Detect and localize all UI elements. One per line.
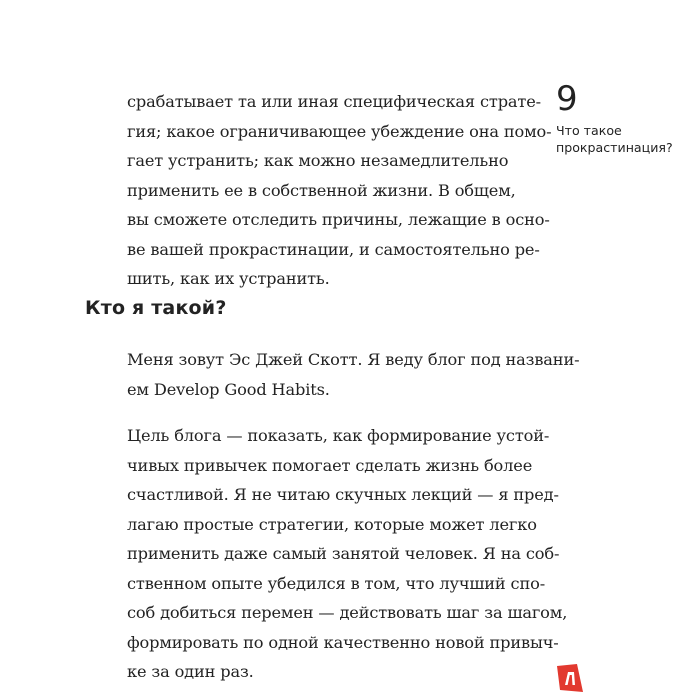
chapter-title-line: прокрастинация?	[556, 140, 673, 155]
text-line: применить ее в собственной жизни. В общем,	[127, 180, 516, 200]
chapter-number: 9	[556, 79, 578, 119]
paragraph	[127, 345, 580, 404]
text-line: чивых привычек помогает сделать жизнь более	[127, 455, 533, 475]
chapter-title-line: Что такое	[556, 123, 622, 138]
text-line: Меня зовут Эс Джей Скотт. Я веду блог под названи-	[127, 350, 580, 369]
intro-paragraph	[127, 87, 552, 294]
chapter-margin-note	[556, 80, 686, 156]
text-line: ственном опыте убедился в том, что лучший спо-	[127, 573, 546, 593]
section-body	[127, 345, 580, 687]
text-line: Цель блога — показать, как формирование устой-	[127, 426, 550, 445]
paragraph	[127, 421, 568, 687]
logo-background	[557, 664, 583, 692]
text-line: гает устранить; как можно незамедлительно	[127, 151, 509, 170]
text-line: соб добиться перемен — действовать шаг за шагом,	[127, 603, 568, 622]
text-line: ве вашей прокрастинации, и самостоятельно ре-	[127, 239, 540, 259]
text-line: гия; какое ограничивающее убеждение она помо-	[127, 121, 552, 141]
text-line: вы сможете отследить причины, лежащие в осно-	[127, 210, 550, 229]
text-line: ке за один раз.	[127, 662, 254, 681]
text-line: счастливой. Я не читаю скучных лекций — я пред-	[127, 485, 559, 504]
chapter-title	[556, 122, 686, 156]
publisher-logo-icon	[557, 664, 583, 692]
text-line: ем Develop Good Habits.	[127, 379, 330, 399]
text-line: шить, как их устранить.	[127, 269, 330, 288]
text-line: срабатывает та или иная специфическая страте-	[127, 92, 541, 111]
text-line: лагаю простые стратегии, которые может легко	[127, 514, 537, 534]
section-heading: Кто я такой?	[85, 297, 227, 319]
text-line: формировать по одной качественно новой привыч-	[127, 632, 559, 652]
text-line: применить даже самый занятой человек. Я на соб-	[127, 544, 560, 563]
